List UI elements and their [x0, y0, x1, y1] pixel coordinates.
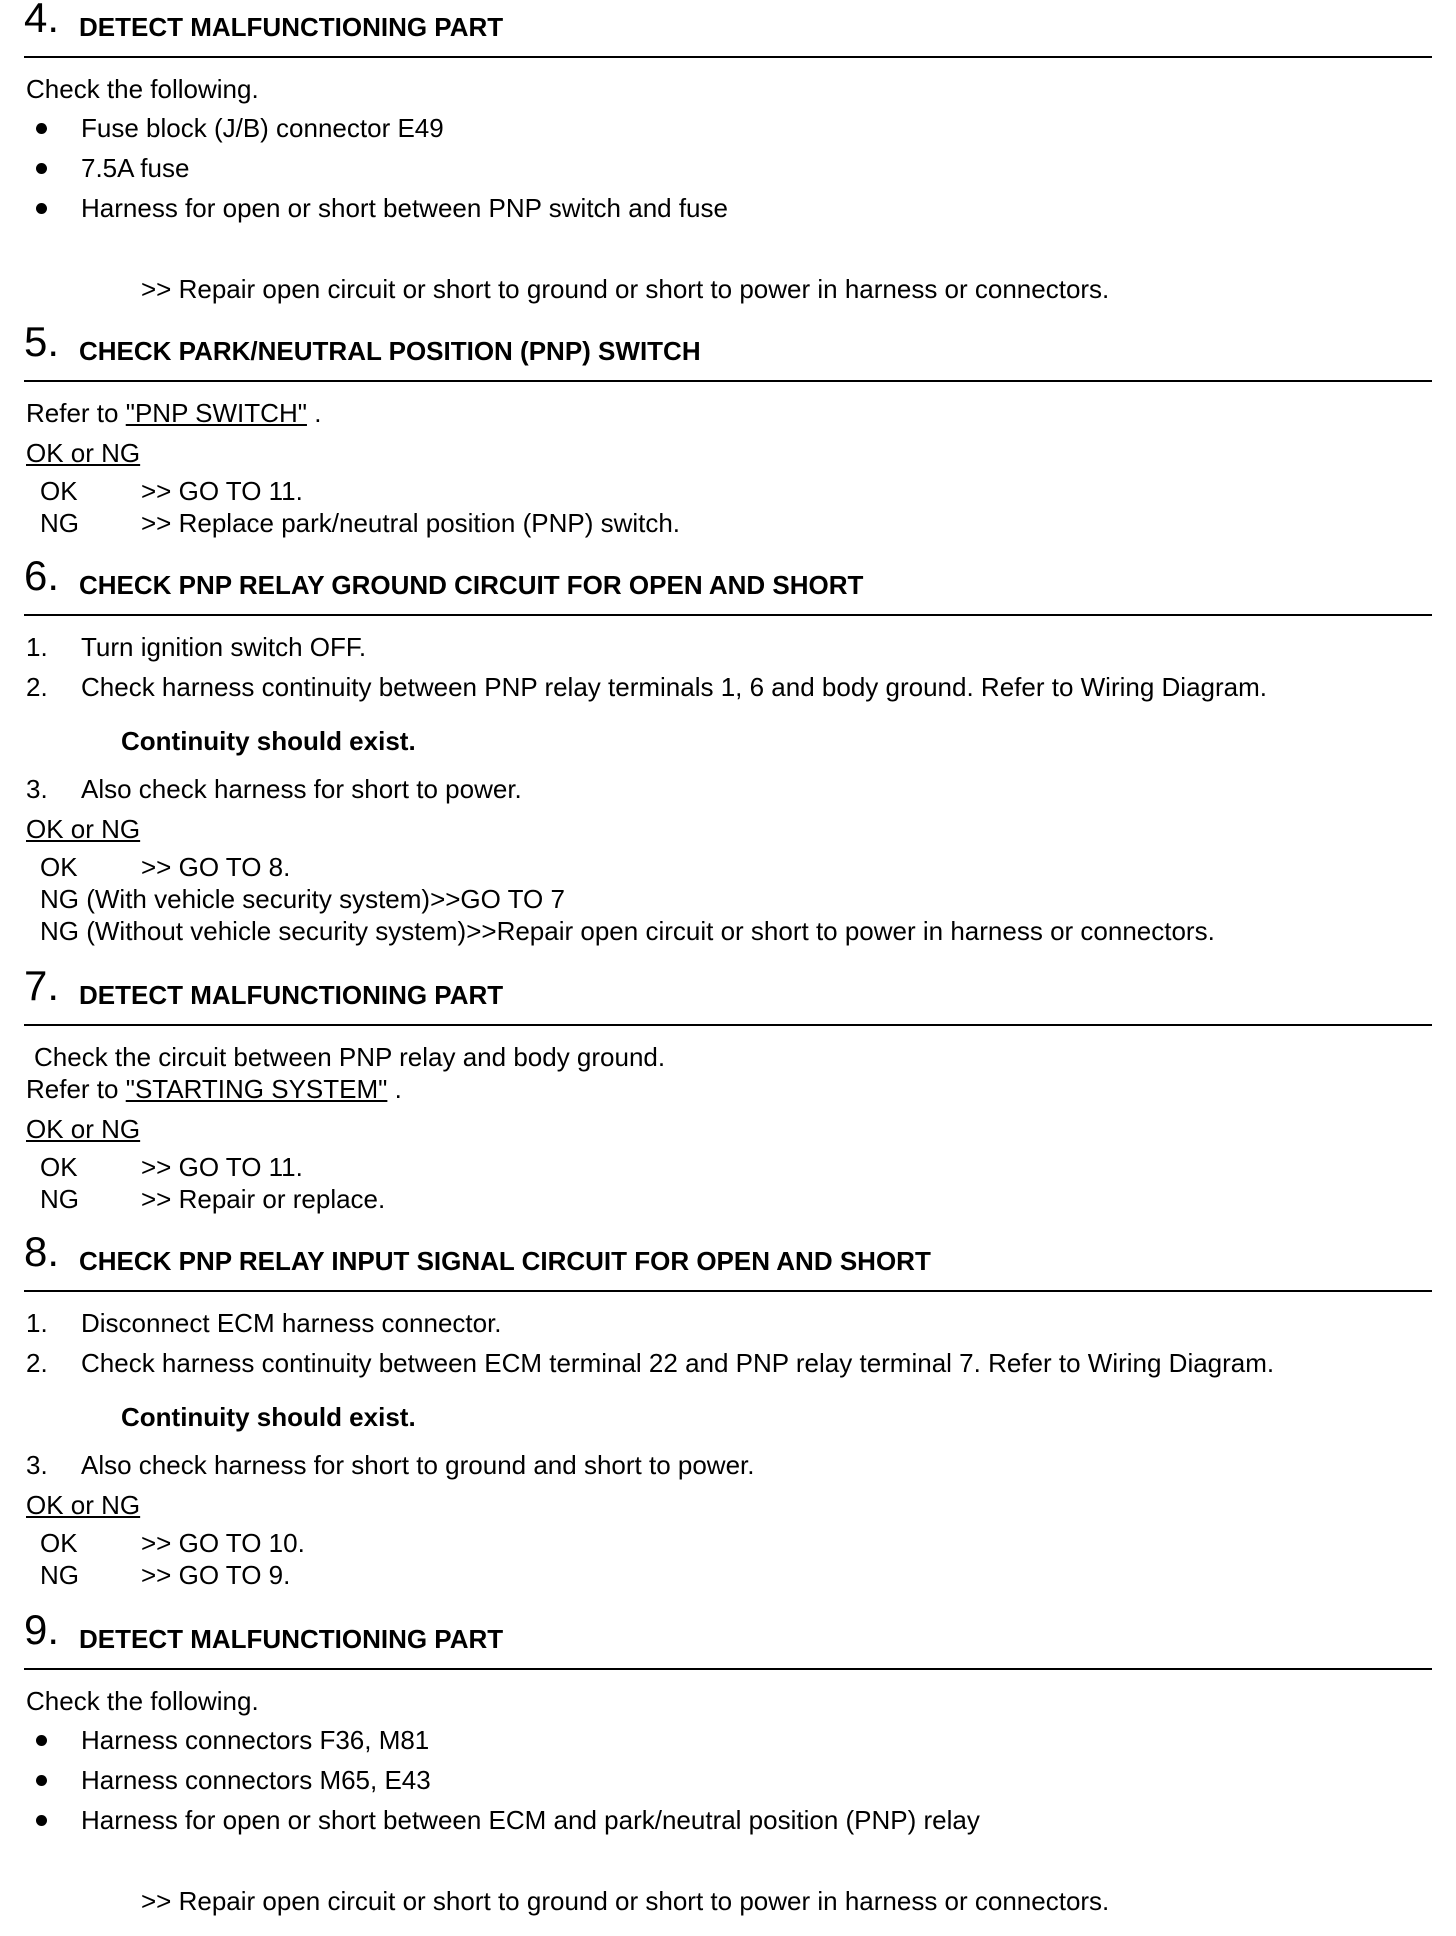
step-text: Also check harness for short to power. — [81, 774, 522, 804]
refer-prefix: Refer to — [26, 1074, 119, 1104]
step-text: Also check harness for short to ground and short to power. — [81, 1450, 755, 1480]
refer-prefix: Refer to — [26, 398, 119, 428]
bullet-dot-icon — [36, 123, 47, 134]
step-number: 2. — [26, 1348, 48, 1378]
section-8-number: 8. — [24, 1228, 60, 1275]
bullet-dot-icon — [36, 163, 47, 174]
section-7 — [24, 962, 1432, 1218]
section-8-title: CHECK PNP RELAY INPUT SIGNAL CIRCUIT FOR OPEN AND SHORT — [79, 1246, 931, 1276]
step-number: 2. — [26, 672, 48, 702]
section-6-number: 6. — [24, 552, 60, 599]
section-6 — [24, 552, 1432, 948]
section-5-number: 5. — [24, 318, 60, 365]
ng-label: NG — [40, 1560, 79, 1590]
pnp-switch-link[interactable]: "PNP SWITCH" — [125, 398, 307, 428]
ok-or-ng-label: OK or NG — [26, 1490, 141, 1520]
starting-system-link[interactable]: "STARTING SYSTEM" — [125, 1074, 388, 1104]
ng-with-security-result: NG (With vehicle security system)>>GO TO 7 — [40, 884, 565, 914]
step-number: 1. — [26, 1308, 48, 1338]
section-9-header — [24, 1606, 1432, 1654]
refer-suffix: . — [394, 1074, 402, 1104]
section-5-rule — [24, 380, 1432, 382]
bullet-dot-icon — [36, 1815, 47, 1826]
ng-label: NG — [40, 1184, 79, 1214]
ng-without-security-result: NG (Without vehicle security system)>>Repair open circuit or short to power in harness or connectors. — [40, 916, 1215, 946]
ng-result: >> Replace park/neutral position (PNP) switch. — [141, 508, 681, 538]
section-6-title: CHECK PNP RELAY GROUND CIRCUIT FOR OPEN AND SHORT — [79, 570, 864, 600]
section-8 — [24, 1228, 1432, 1604]
step-text: Check harness continuity between PNP relay terminals 1, 6 and body ground. Refer to Wiring Diagram. — [81, 672, 1267, 702]
section-4-bullet-3: Harness for open or short between PNP switch and fuse — [81, 193, 728, 223]
ng-label: NG — [40, 508, 79, 538]
ng-result: >> GO TO 9. — [141, 1560, 291, 1590]
section-4-rule — [24, 56, 1432, 58]
section-9-rule — [24, 1668, 1432, 1670]
section-4 — [24, 0, 1432, 304]
section-9-title: DETECT MALFUNCTIONING PART — [79, 1624, 504, 1654]
section-4-header — [24, 0, 1432, 42]
section-6-rule — [24, 614, 1432, 616]
ok-result: >> GO TO 10. — [141, 1528, 305, 1558]
refer-suffix: . — [314, 398, 322, 428]
section-7-title: DETECT MALFUNCTIONING PART — [79, 980, 504, 1010]
bullet-dot-icon — [36, 1775, 47, 1786]
section-9-bullet-3: Harness for open or short between ECM and park/neutral position (PNP) relay — [81, 1805, 980, 1835]
ok-or-ng-label: OK or NG — [26, 1114, 141, 1144]
section-5-title: CHECK PARK/NEUTRAL POSITION (PNP) SWITCH — [79, 336, 701, 366]
step-number: 3. — [26, 774, 48, 804]
step-text: Disconnect ECM harness connector. — [81, 1308, 502, 1338]
ok-label: OK — [40, 852, 78, 882]
section-8-header — [24, 1228, 1432, 1276]
ok-result: >> GO TO 11. — [141, 476, 303, 506]
section-5-header — [24, 318, 1432, 366]
ok-label: OK — [40, 1152, 78, 1182]
section-7-rule — [24, 1024, 1432, 1026]
ok-label: OK — [40, 1528, 78, 1558]
section-9 — [24, 1606, 1432, 1932]
section-9-bullet-2: Harness connectors M65, E43 — [81, 1765, 431, 1795]
section-5-refer — [26, 398, 321, 428]
ok-or-ng-label: OK or NG — [26, 438, 141, 468]
section-9-intro: Check the following. — [26, 1686, 259, 1716]
step-text: Check harness continuity between ECM terminal 22 and PNP relay terminal 7. Refer to Wiring Diagram. — [81, 1348, 1275, 1378]
section-4-bullet-2: 7.5A fuse — [81, 153, 190, 183]
bullet-dot-icon — [36, 1735, 47, 1746]
step-text: Turn ignition switch OFF. — [81, 632, 367, 662]
ng-result: >> Repair or replace. — [141, 1184, 386, 1214]
ok-result: >> GO TO 11. — [141, 1152, 303, 1182]
ok-result: >> GO TO 8. — [141, 852, 291, 882]
section-4-result: >> Repair open circuit or short to ground or short to power in harness or connectors. — [141, 274, 1110, 304]
section-9-bullet-1: Harness connectors F36, M81 — [81, 1725, 430, 1755]
section-4-intro: Check the following. — [26, 74, 259, 104]
section-7-number: 7. — [24, 962, 60, 1009]
spec-text: Continuity should exist. — [121, 1402, 416, 1432]
section-5 — [24, 318, 1432, 544]
section-7-header — [24, 962, 1432, 1010]
section-9-result: >> Repair open circuit or short to ground or short to power in harness or connectors. — [141, 1886, 1110, 1916]
section-6-header — [24, 552, 1432, 600]
section-7-intro: Check the circuit between PNP relay and body ground. — [34, 1042, 666, 1072]
ok-label: OK — [40, 476, 78, 506]
step-number: 3. — [26, 1450, 48, 1480]
section-4-number: 4. — [24, 0, 60, 41]
section-4-title: DETECT MALFUNCTIONING PART — [79, 12, 504, 42]
ok-or-ng-label: OK or NG — [26, 814, 141, 844]
step-number: 1. — [26, 632, 48, 662]
section-9-number: 9. — [24, 1606, 60, 1653]
section-7-refer — [26, 1074, 402, 1104]
section-8-rule — [24, 1290, 1432, 1292]
spec-text: Continuity should exist. — [121, 726, 416, 756]
section-4-bullet-1: Fuse block (J/B) connector E49 — [81, 113, 444, 143]
bullet-dot-icon — [36, 203, 47, 214]
